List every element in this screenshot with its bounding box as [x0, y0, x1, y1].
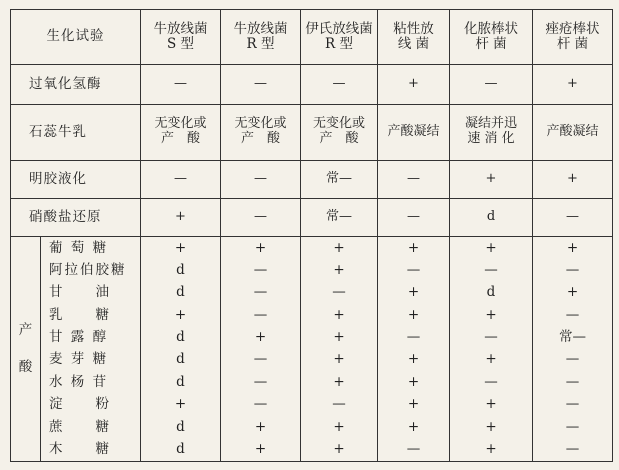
- table-cell: d: [141, 349, 221, 371]
- table-cell: —: [378, 327, 450, 349]
- table-cell: —: [450, 371, 533, 393]
- table-cell: +: [378, 237, 450, 260]
- table-cell: —: [378, 439, 450, 462]
- table-cell: +: [450, 416, 533, 438]
- table-cell: [221, 104, 301, 161]
- column-header: [301, 10, 378, 65]
- sugar-row: [11, 371, 613, 393]
- table-cell: [450, 104, 533, 161]
- table-cell: +: [378, 371, 450, 393]
- table-cell: —: [378, 161, 450, 199]
- row-label: 明胶液化: [11, 161, 141, 199]
- table-cell: —: [141, 65, 221, 104]
- table-cell: +: [533, 161, 613, 199]
- table-cell: +: [378, 65, 450, 104]
- sugar-label: 阿拉伯胶糖: [41, 260, 141, 282]
- table-cell: 常—: [301, 161, 378, 199]
- table-cell: +: [378, 394, 450, 416]
- table-cell: +: [533, 65, 613, 104]
- table-cell: —: [533, 394, 613, 416]
- table-cell: +: [450, 439, 533, 462]
- column-header-line1: 牛放线菌: [233, 20, 288, 37]
- cell-line1: 产酸凝结: [387, 123, 440, 139]
- group-label-char: 产: [18, 321, 33, 338]
- column-header-line2: 杆 菌: [556, 36, 589, 53]
- table-cell: +: [378, 282, 450, 304]
- biochemical-test-table: [10, 9, 613, 462]
- column-header: [450, 10, 533, 65]
- table-cell: —: [378, 199, 450, 237]
- table-cell: 常—: [533, 327, 613, 349]
- table-row: [11, 199, 613, 237]
- group-label: [11, 237, 41, 462]
- column-header-line2: 杆 菌: [475, 36, 507, 53]
- column-header-line1: 牛放线菌: [153, 20, 208, 37]
- table-cell: +: [301, 371, 378, 393]
- table-cell: —: [221, 282, 301, 304]
- table-cell: —: [221, 161, 301, 199]
- sugar-row: [11, 237, 613, 260]
- table-cell: —: [533, 260, 613, 282]
- table-cell: [533, 104, 613, 161]
- sugar-label: 甘 油: [41, 282, 141, 304]
- table-cell: —: [221, 349, 301, 371]
- cell-line1: 无变化或: [312, 116, 365, 132]
- table-cell: d: [450, 199, 533, 237]
- cell-line2: 产 酸: [319, 131, 359, 147]
- row-label: 硝酸盐还原: [11, 199, 141, 237]
- cell-line1: 无变化或: [154, 116, 207, 132]
- sugar-label: 麦 芽 糖: [41, 349, 141, 371]
- column-header-line1: 粘性放: [393, 20, 434, 37]
- cell-line2: 速 消 化: [467, 131, 515, 147]
- sugar-label: 甘 露 醇: [41, 327, 141, 349]
- table-cell: 常—: [301, 199, 378, 237]
- sugar-label: 乳 糖: [41, 304, 141, 326]
- table-cell: +: [141, 394, 221, 416]
- table-cell: +: [450, 161, 533, 199]
- table-cell: +: [533, 282, 613, 304]
- table-cell: —: [221, 371, 301, 393]
- sugar-row: [11, 416, 613, 438]
- table-cell: d: [141, 282, 221, 304]
- table-cell: +: [301, 260, 378, 282]
- table-cell: —: [221, 199, 301, 237]
- table-cell: d: [450, 282, 533, 304]
- column-header-line1: 伊氏放线菌: [305, 20, 373, 37]
- table-cell: —: [533, 439, 613, 462]
- column-header: [378, 10, 450, 65]
- table-cell: —: [450, 65, 533, 104]
- column-header-line1: 化脓棒状: [464, 20, 518, 37]
- table-cell: +: [378, 349, 450, 371]
- table-cell: [301, 104, 378, 161]
- table-cell: +: [450, 394, 533, 416]
- table-cell: —: [533, 349, 613, 371]
- table-cell: +: [301, 416, 378, 438]
- table-cell: +: [450, 237, 533, 260]
- table-cell: —: [141, 161, 221, 199]
- table-cell: +: [221, 237, 301, 260]
- table-cell: d: [141, 416, 221, 438]
- sugar-row: [11, 327, 613, 349]
- table-row: [11, 104, 613, 161]
- column-header: [221, 10, 301, 65]
- column-header-line2: 线 菌: [397, 36, 430, 53]
- table-cell: +: [301, 304, 378, 326]
- table-cell: +: [141, 237, 221, 260]
- sugar-label: 葡 萄 糖: [41, 237, 141, 260]
- table-cell: d: [141, 439, 221, 462]
- table-cell: —: [301, 282, 378, 304]
- table-cell: +: [141, 199, 221, 237]
- header-row: [11, 10, 613, 65]
- table-cell: d: [141, 260, 221, 282]
- table-cell: +: [378, 416, 450, 438]
- sugar-label: 水 杨 苷: [41, 371, 141, 393]
- table-cell: —: [450, 260, 533, 282]
- column-header-line1: 痤疮棒状: [545, 20, 600, 37]
- sugar-row: [11, 394, 613, 416]
- table-cell: +: [221, 439, 301, 462]
- table-cell: —: [221, 260, 301, 282]
- table-cell: —: [221, 394, 301, 416]
- table-cell: —: [301, 65, 378, 104]
- table-cell: —: [533, 304, 613, 326]
- column-header-line2: R 型: [325, 36, 353, 53]
- corner-header: 生化试验: [11, 10, 141, 65]
- cell-line1: 无变化或: [234, 116, 287, 132]
- table-cell: d: [141, 327, 221, 349]
- group-label-char: 酸: [18, 359, 33, 376]
- table-row: [11, 161, 613, 199]
- cell-line2: 产 酸: [160, 131, 200, 147]
- table-cell: +: [301, 327, 378, 349]
- column-header: [533, 10, 613, 65]
- table-cell: —: [301, 394, 378, 416]
- column-header-line2: S 型: [166, 36, 195, 53]
- table-cell: —: [221, 65, 301, 104]
- column-header-line2: R 型: [246, 36, 275, 53]
- table-cell: +: [221, 416, 301, 438]
- row-label: 石蕊牛乳: [11, 104, 141, 161]
- table-cell: —: [378, 260, 450, 282]
- table-cell: +: [301, 439, 378, 462]
- table-cell: +: [378, 304, 450, 326]
- sugar-row: [11, 439, 613, 462]
- table-row: [11, 65, 613, 104]
- sugar-label: 蔗 糖: [41, 416, 141, 438]
- table-cell: —: [533, 371, 613, 393]
- row-label: 过氧化氢酶: [11, 65, 141, 104]
- table-cell: +: [301, 349, 378, 371]
- table-cell: —: [221, 304, 301, 326]
- table-cell: +: [533, 237, 613, 260]
- table-cell: +: [221, 327, 301, 349]
- sugar-row: [11, 282, 613, 304]
- table-cell: +: [141, 304, 221, 326]
- table-cell: +: [450, 349, 533, 371]
- sugar-row: [11, 260, 613, 282]
- table-cell: —: [450, 327, 533, 349]
- sugar-label: 木 糖: [41, 439, 141, 462]
- sugar-row: [11, 304, 613, 326]
- table-cell: +: [450, 304, 533, 326]
- table-cell: [378, 104, 450, 161]
- table-cell: +: [301, 237, 378, 260]
- table-cell: d: [141, 371, 221, 393]
- sugar-row: [11, 349, 613, 371]
- column-header: [141, 10, 221, 65]
- sugar-label: 淀 粉: [41, 394, 141, 416]
- table-cell: [141, 104, 221, 161]
- table-cell: —: [533, 199, 613, 237]
- cell-line1: 产酸凝结: [546, 123, 599, 139]
- cell-line2: 产 酸: [240, 131, 280, 147]
- cell-line1: 凝结并迅: [464, 116, 517, 132]
- table-cell: —: [533, 416, 613, 438]
